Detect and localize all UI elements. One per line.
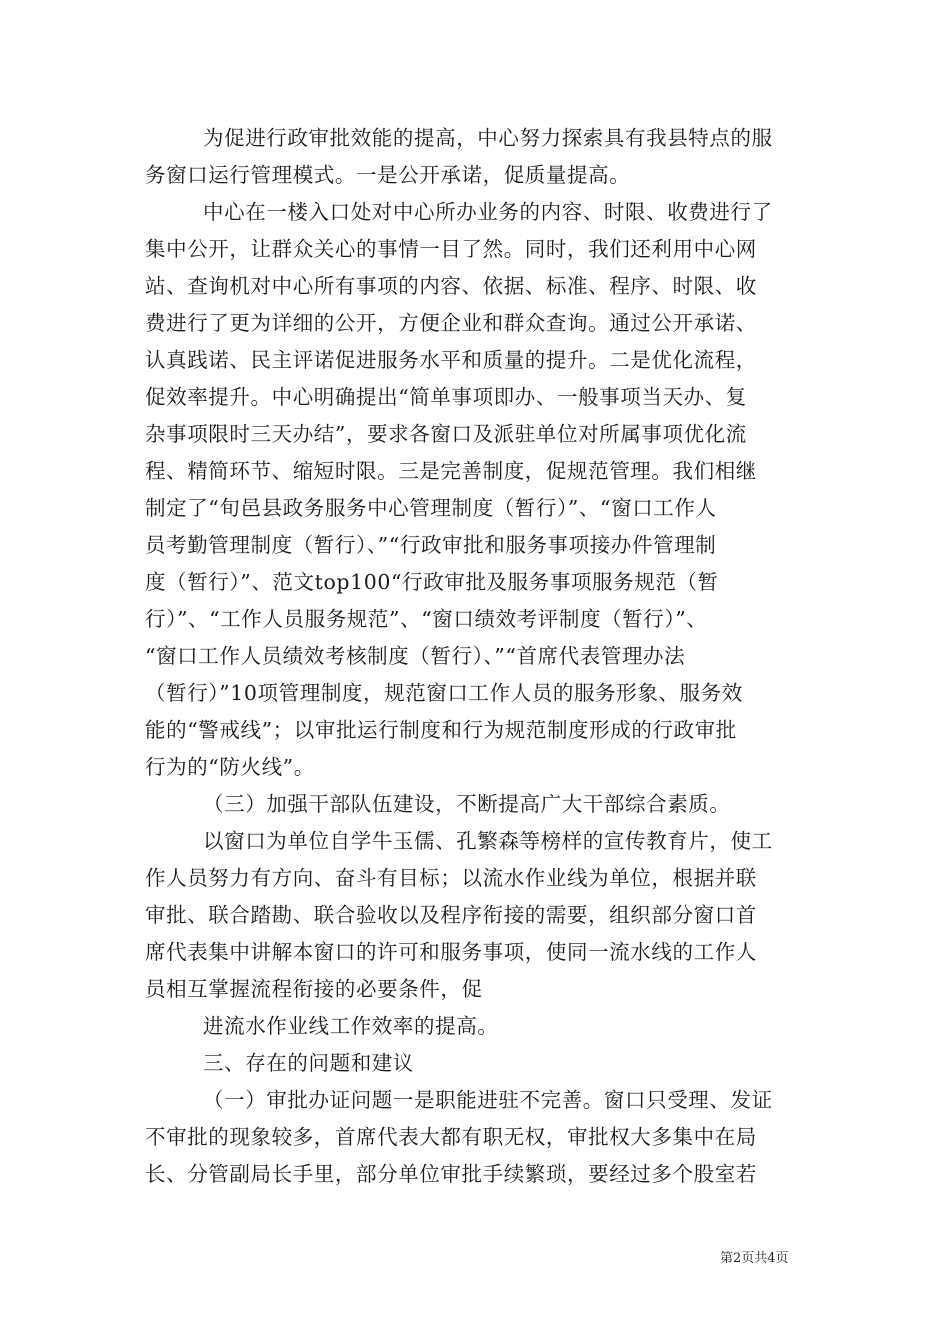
text-line: 能的“警戒线”；以审批运行制度和行为规范制度形成的行政审批: [145, 718, 737, 742]
text-line: 度（暂行）”、范文top100“行政审批及服务事项服务规范（暂: [145, 570, 719, 594]
paragraph-approval-efficiency: [145, 120, 810, 194]
text-line: 行）”、“工作人员服务规范”、“窗口绩效考评制度（暂行）”、: [145, 607, 708, 631]
text-line: 员相互掌握流程衔接的必要条件，促: [145, 977, 483, 1001]
text-line: 长、分管副局长手里，部分单位审批手续繁琐，要经过多个股室若: [145, 1162, 757, 1186]
text-line: 集中公开，让群众关心的事情一目了然。同时，我们还利用中心网: [145, 237, 757, 261]
text-line: 站、查询机对中心所有事项的内容、依据、标准、程序、时限、收: [145, 274, 757, 298]
text-line: 员考勤管理制度（暂行）、”“行政审批和服务事项接办件管理制: [145, 533, 717, 557]
text-line: 席代表集中讲解本窗口的许可和服务事项，使同一流水线的工作人: [145, 940, 757, 964]
paragraph-workflow-efficiency: [145, 1008, 810, 1045]
text-line: “窗口工作人员绩效考核制度（暂行）、”“首席代表管理办法: [145, 644, 686, 668]
text-line: 务窗口运行管理模式。一是公开承诺，促质量提高。: [145, 163, 631, 187]
text-line: 程、精简环节、缩短时限。三是完善制度，促规范管理。我们相继: [145, 459, 757, 483]
text-line: 促效率提升。中心明确提出“简单事项即办、一般事项当天办、复: [145, 385, 747, 409]
document-body: [145, 120, 810, 1193]
heading-problems-suggestions: [145, 1045, 810, 1082]
text-line: 杂事项限时三天办结”，要求各窗口及派驻单位对所属事项优化流: [145, 422, 747, 446]
page-number: 第2页共4页: [720, 1251, 789, 1266]
text-line: （三）加强干部队伍建设，不断提高广大干部综合素质。: [203, 792, 731, 816]
paragraph-public-commitment: [145, 194, 810, 786]
text-line: （暂行）”10项管理制度，规范窗口工作人员的服务形象、服务效: [145, 681, 743, 705]
text-line: （一）审批办证问题一是职能进驻不完善。窗口只受理、发证: [203, 1088, 773, 1112]
text-line: 认真践诺、民主评诺促进服务水平和质量的提升。二是优化流程，: [145, 348, 757, 372]
text-line: 中心在一楼入口处对中心所办业务的内容、时限、收费进行了: [203, 200, 773, 224]
text-line: 审批、联合踏勘、联合验收以及程序衔接的需要，组织部分窗口首: [145, 903, 757, 927]
text-line: 以窗口为单位自学牛玉儒、孔繁森等榜样的宣传教育片，使工: [203, 829, 773, 853]
text-line: 行为的“防火线”。: [145, 755, 315, 779]
paragraph-window-study: [145, 823, 810, 1008]
text-line: 费进行了更为详细的公开，方便企业和群众查询。通过公开承诺、: [145, 311, 757, 335]
text-line: 作人员努力有方向、奋斗有目标；以流水作业线为单位，根据并联: [145, 866, 757, 890]
text-line: 进流水作业线工作效率的提高。: [203, 1014, 499, 1038]
text-line: 不审批的现象较多，首席代表大都有职无权，审批权大多集中在局: [145, 1125, 757, 1149]
heading-cadre-team: [145, 786, 810, 823]
text-line: 制定了“旬邑县政务服务中心管理制度（暂行）”、“窗口工作人: [145, 496, 717, 520]
paragraph-approval-issues: [145, 1082, 810, 1193]
text-line: 为促进行政审批效能的提高，中心努力探索具有我县特点的服: [203, 126, 773, 150]
text-line: 三、存在的问题和建议: [203, 1051, 414, 1075]
